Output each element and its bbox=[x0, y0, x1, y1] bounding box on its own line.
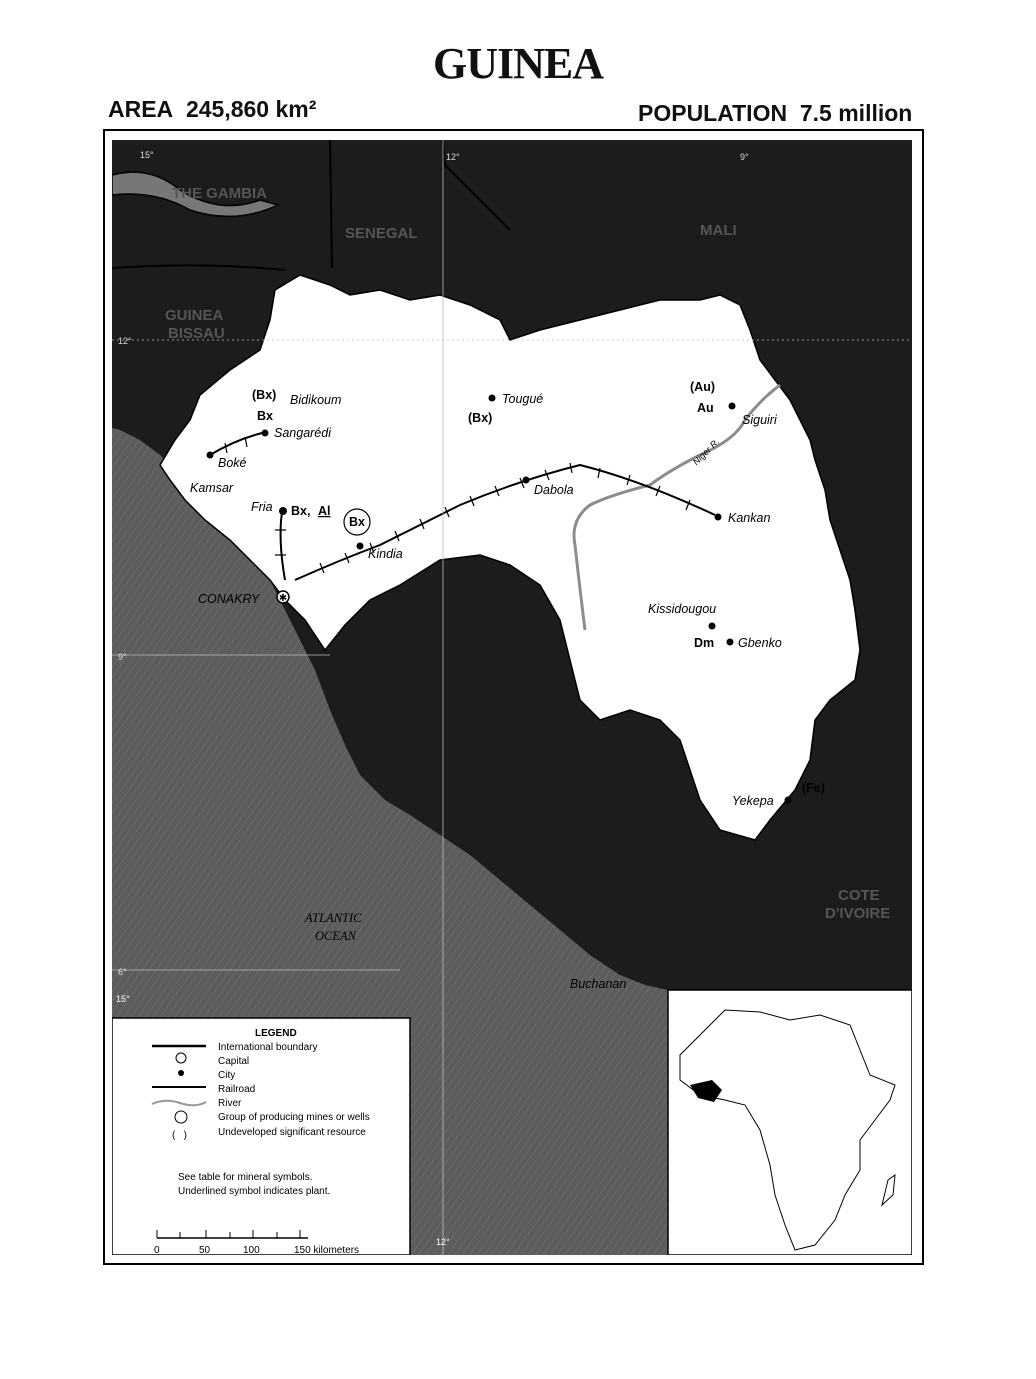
legend-symbol-city bbox=[178, 1070, 184, 1076]
mineral-fria-al: Al bbox=[318, 504, 331, 518]
label-gambia: THE GAMBIA bbox=[172, 185, 267, 202]
population-stat: POPULATION 7.5 million bbox=[638, 100, 913, 126]
legend-title: LEGEND bbox=[255, 1028, 297, 1039]
city-label-kankan: Kankan bbox=[728, 511, 771, 525]
city-label-dabola: Dabola bbox=[534, 483, 574, 497]
scale-label-100: 100 bbox=[243, 1245, 260, 1256]
label-guinea-bissau-1: GUINEA bbox=[165, 307, 224, 324]
city-dot-boke bbox=[207, 452, 214, 459]
scale-label-0: 0 bbox=[154, 1245, 160, 1256]
river-label-niger: Niger R. bbox=[690, 436, 722, 468]
svg-text:✱: ✱ bbox=[278, 593, 288, 604]
legend-item-mines: Group of producing mines or wells bbox=[218, 1112, 370, 1123]
city-label-sangaredi: Sangarédi bbox=[274, 426, 331, 440]
city-label-conakry: CONAKRY bbox=[198, 592, 260, 606]
city-dot-kissidougou bbox=[709, 623, 716, 630]
capital-icon bbox=[277, 591, 289, 604]
grid-label-bottom-15: 15° bbox=[116, 994, 130, 1004]
city-label-buchanan: Buchanan bbox=[570, 977, 627, 991]
legend-symbol-capital bbox=[176, 1053, 186, 1063]
city-dot-gbenko bbox=[727, 639, 734, 646]
grid-label-lat-9: 9° bbox=[118, 652, 127, 662]
city-label-tougue: Tougué bbox=[502, 392, 544, 406]
legend-item-river: River bbox=[218, 1098, 242, 1109]
city-dot-fria bbox=[279, 507, 287, 515]
map-title: GUINEA bbox=[432, 39, 604, 88]
city-dot-kindia bbox=[357, 543, 364, 550]
legend-note-1: See table for mineral symbols. bbox=[178, 1172, 313, 1183]
legend-symbol-mines bbox=[175, 1111, 187, 1123]
grid-label-lon-12: 12° bbox=[446, 152, 460, 162]
scale-label-50: 50 bbox=[199, 1245, 211, 1256]
city-label-siguiri: Siguiri bbox=[742, 413, 777, 427]
grid-label-bottom-12: 12° bbox=[436, 1237, 450, 1247]
city-dot-siguiri bbox=[729, 403, 736, 410]
mineral-fria-bx: Bx, bbox=[291, 504, 311, 518]
grid-label-lon-15: 15° bbox=[140, 150, 154, 160]
city-dot-dabola bbox=[523, 477, 530, 484]
grid-label-lat-6: 6° bbox=[118, 967, 127, 977]
grid-label-lat-12: 12° bbox=[118, 336, 132, 346]
grid-label-lon-9: 9° bbox=[740, 152, 749, 162]
label-mali: MALI bbox=[700, 222, 737, 239]
mineral-bidikoum-bx: (Bx) bbox=[252, 388, 277, 402]
legend-item-undeveloped: Undeveloped significant resource bbox=[218, 1127, 366, 1138]
city-dot-sangaredi bbox=[262, 430, 269, 437]
legend-item-city: City bbox=[218, 1070, 236, 1081]
city-label-yekepa: Yekepa bbox=[732, 794, 774, 808]
city-dot-tougue bbox=[489, 395, 496, 402]
label-cote-2: D'IVOIRE bbox=[825, 905, 891, 922]
area-stat: AREA 245,860 km² bbox=[108, 96, 317, 122]
label-cote-1: COTE bbox=[838, 887, 880, 904]
label-senegal: SENEGAL bbox=[345, 225, 418, 242]
city-label-boke: Boké bbox=[218, 456, 247, 470]
mineral-yekepa-fe: (Fe) bbox=[802, 781, 825, 795]
city-label-bidikoum: Bidikoum bbox=[290, 393, 342, 407]
city-label-kindia: Kindia bbox=[368, 547, 403, 561]
legend-item-boundary: International boundary bbox=[218, 1042, 318, 1053]
mineral-siguiri-au-undev: (Au) bbox=[690, 380, 715, 394]
city-label-kamsar: Kamsar bbox=[190, 481, 234, 495]
mineral-tougue-bx: (Bx) bbox=[468, 411, 493, 425]
city-dot-kankan bbox=[715, 514, 722, 521]
mineral-sangaredi-bx: Bx bbox=[257, 409, 273, 423]
label-guinea-bissau-2: BISSAU bbox=[168, 325, 225, 342]
legend-item-capital: Capital bbox=[218, 1056, 250, 1067]
ocean-label-1: ATLANTIC bbox=[305, 911, 362, 925]
scale-label-150: 150 kilometers bbox=[294, 1245, 360, 1256]
city-label-kissidougou: Kissidougou bbox=[648, 602, 717, 616]
city-label-fria: Fria bbox=[251, 500, 273, 514]
legend-symbol-undeveloped: ( ) bbox=[172, 1130, 187, 1141]
city-label-gbenko: Gbenko bbox=[738, 636, 782, 650]
legend-note-2: Underlined symbol indicates plant. bbox=[178, 1186, 331, 1197]
mineral-kindia-bx: Bx bbox=[349, 515, 365, 529]
mineral-siguiri-au: Au bbox=[697, 401, 714, 415]
legend-item-railroad: Railroad bbox=[218, 1084, 256, 1095]
ocean-label-2: OCEAN bbox=[315, 929, 356, 943]
city-dot-yekepa bbox=[785, 797, 792, 804]
mineral-gbenko-dm: Dm bbox=[694, 636, 715, 650]
